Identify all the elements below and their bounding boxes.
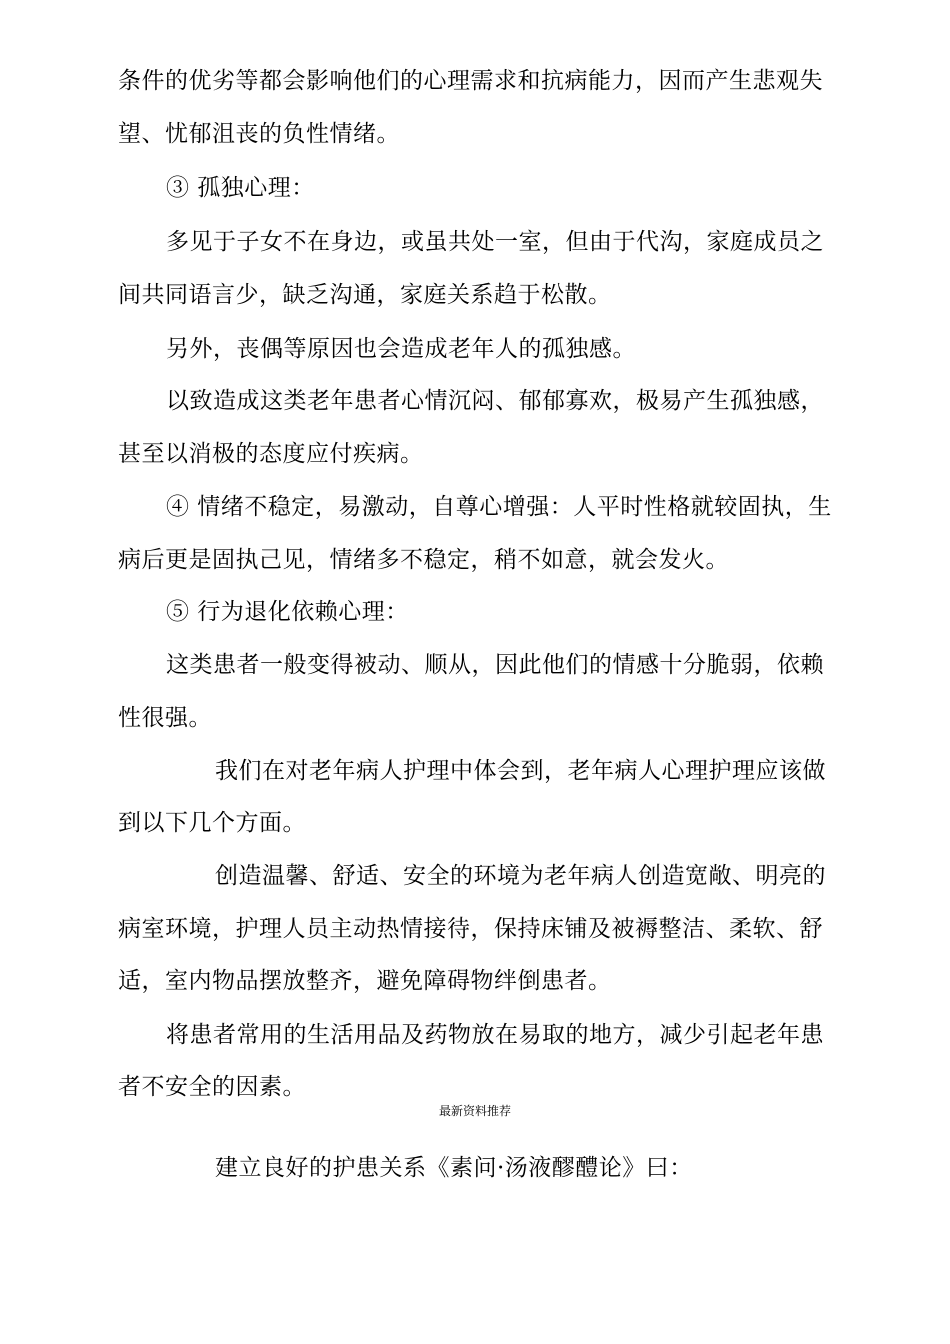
paragraph-line: 望、忧郁沮丧的负性情绪。 <box>118 121 400 147</box>
paragraph-line: 另外，丧偶等原因也会造成老年人的孤独感。 <box>166 336 636 362</box>
paragraph-line: 我们在对老年病人护理中体会到，老年病人心理护理应该做 <box>215 758 826 784</box>
paragraph-line: 适，室内物品摆放整齐，避免障碍物绊倒患者。 <box>118 968 612 994</box>
paragraph-line: 条件的优劣等都会影响他们的心理需求和抗病能力，因而产生悲观失 <box>118 68 823 94</box>
paragraph-line: 建立良好的护患关系《素问·汤液醪醴论》曰： <box>215 1155 693 1181</box>
paragraph-line: 创造温馨、舒适、安全的环境为老年病人创造宽敞、明亮的 <box>215 863 826 889</box>
paragraph-line: 病后更是固执己见，情绪多不稳定，稍不如意，就会发火。 <box>118 547 729 573</box>
paragraph-line: 甚至以消极的态度应付疾病。 <box>118 441 424 467</box>
paragraph-line: 到以下几个方面。 <box>118 810 306 836</box>
section-heading-loneliness: ③ 孤独心理： <box>166 175 315 201</box>
paragraph-line: 病室环境，护理人员主动热情接待，保持床铺及被褥整洁、柔软、舒 <box>118 916 823 942</box>
paragraph-line: 者不安全的因素。 <box>118 1074 306 1100</box>
page-footer: 最新资料推荐 <box>438 1104 511 1118</box>
paragraph-line: 间共同语言少，缺乏沟通，家庭关系趋于松散。 <box>118 282 612 308</box>
paragraph-line: 性很强。 <box>118 705 212 731</box>
section-heading-dependence: ⑤ 行为退化依赖心理： <box>166 599 409 625</box>
paragraph-line: 多见于子女不在身边，或虽共处一室，但由于代沟，家庭成员之 <box>166 229 824 255</box>
paragraph-line: 这类患者一般变得被动、顺从，因此他们的情感十分脆弱，依赖 <box>166 652 824 678</box>
paragraph-line: 将患者常用的生活用品及药物放在易取的地方，减少引起老年患 <box>166 1022 824 1048</box>
section-heading-emotion: ④ 情绪不稳定，易激动，自尊心增强：人平时性格就较固执，生 <box>166 494 832 520</box>
paragraph-line: 以致造成这类老年患者心情沉闷、郁郁寡欢，极易产生孤独感， <box>166 388 824 414</box>
